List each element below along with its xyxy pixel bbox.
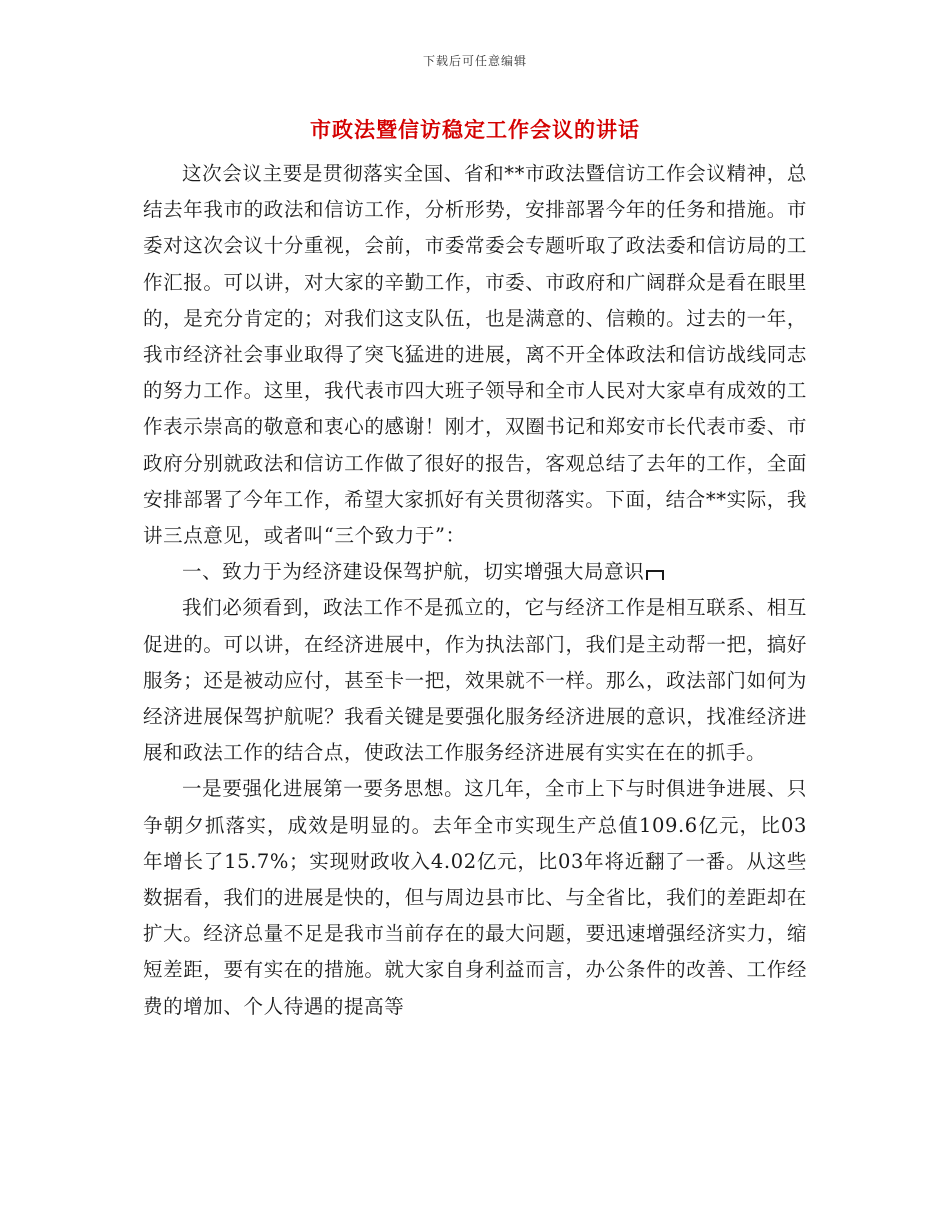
document-title: 市政法暨信访稳定工作会议的讲话	[310, 117, 640, 142]
section-heading-text: 一、致力于为经济建设保驾护航，切实增强大局意识	[182, 560, 645, 584]
paragraph-section-heading	[143, 554, 807, 590]
paragraph-body-2: 一是要强化进展第一要务思想。这几年，全市上下与时俱进争进展、只争朝夕抓落实，成效是明显的。去年全市实现生产总值109.6亿元，比03年增长了15.7%；实现财政收入4.02亿元，比03年将近翻了一番。从这些数据看，我们的进展是快的，但与周边县市比、与全省比，我们的差距却在扩大。经济总量不足是我市当前存在的最大问题，要迅速增强经济实力，缩短差距，要有实在的措施。就大家自身利益而言，办公条件的改善、工作经费的增加、个人待遇的提高等	[143, 777, 807, 1018]
header-note: 下载后可任意编辑	[422, 54, 527, 68]
text-cursor-icon	[646, 570, 664, 580]
paragraph-intro: 这次会议主要是贯彻落实全国、省和**市政法暨信访工作会议精神，总结去年我市的政法和信访工作，分析形势，安排部署今年的任务和措施。市委对这次会议十分重视，会前，市委常委会专题听取了政法委和信访局的工作汇报。可以讲，对大家的辛勤工作，市委、市政府和广阔群众是看在眼里的，是充分肯定的；对我们这支队伍，也是满意的、信赖的。过去的一年，我市经济社会事业取得了突飞猛进的进展，离不开全体政法和信访战线同志的努力工作。这里，我代表市四大班子领导和全市人民对大家卓有成效的工作表示崇高的敬意和衷心的感谢！刚才，双圈书记和郑安市长代表市委、市政府分别就政法和信访工作做了很好的报告，客观总结了去年的工作，全面安排部署了今年工作，希望大家抓好有关贯彻落实。下面，结合**实际，我讲三点意见，或者叫“三个致力于”：	[143, 162, 807, 548]
paragraph-body-1: 我们必须看到，政法工作不是孤立的，它与经济工作是相互联系、相互促进的。可以讲，在经济进展中，作为执法部门，我们是主动帮一把，搞好服务；还是被动应付，甚至卡一把，效果就不一样。那么，政法部门如何为经济进展保驾护航呢？我看关键是要强化服务经济进展的意识，找准经济进展和政法工作的结合点，使政法工作服务经济进展有实实在在的抓手。	[143, 596, 807, 765]
document-body	[143, 156, 807, 1025]
